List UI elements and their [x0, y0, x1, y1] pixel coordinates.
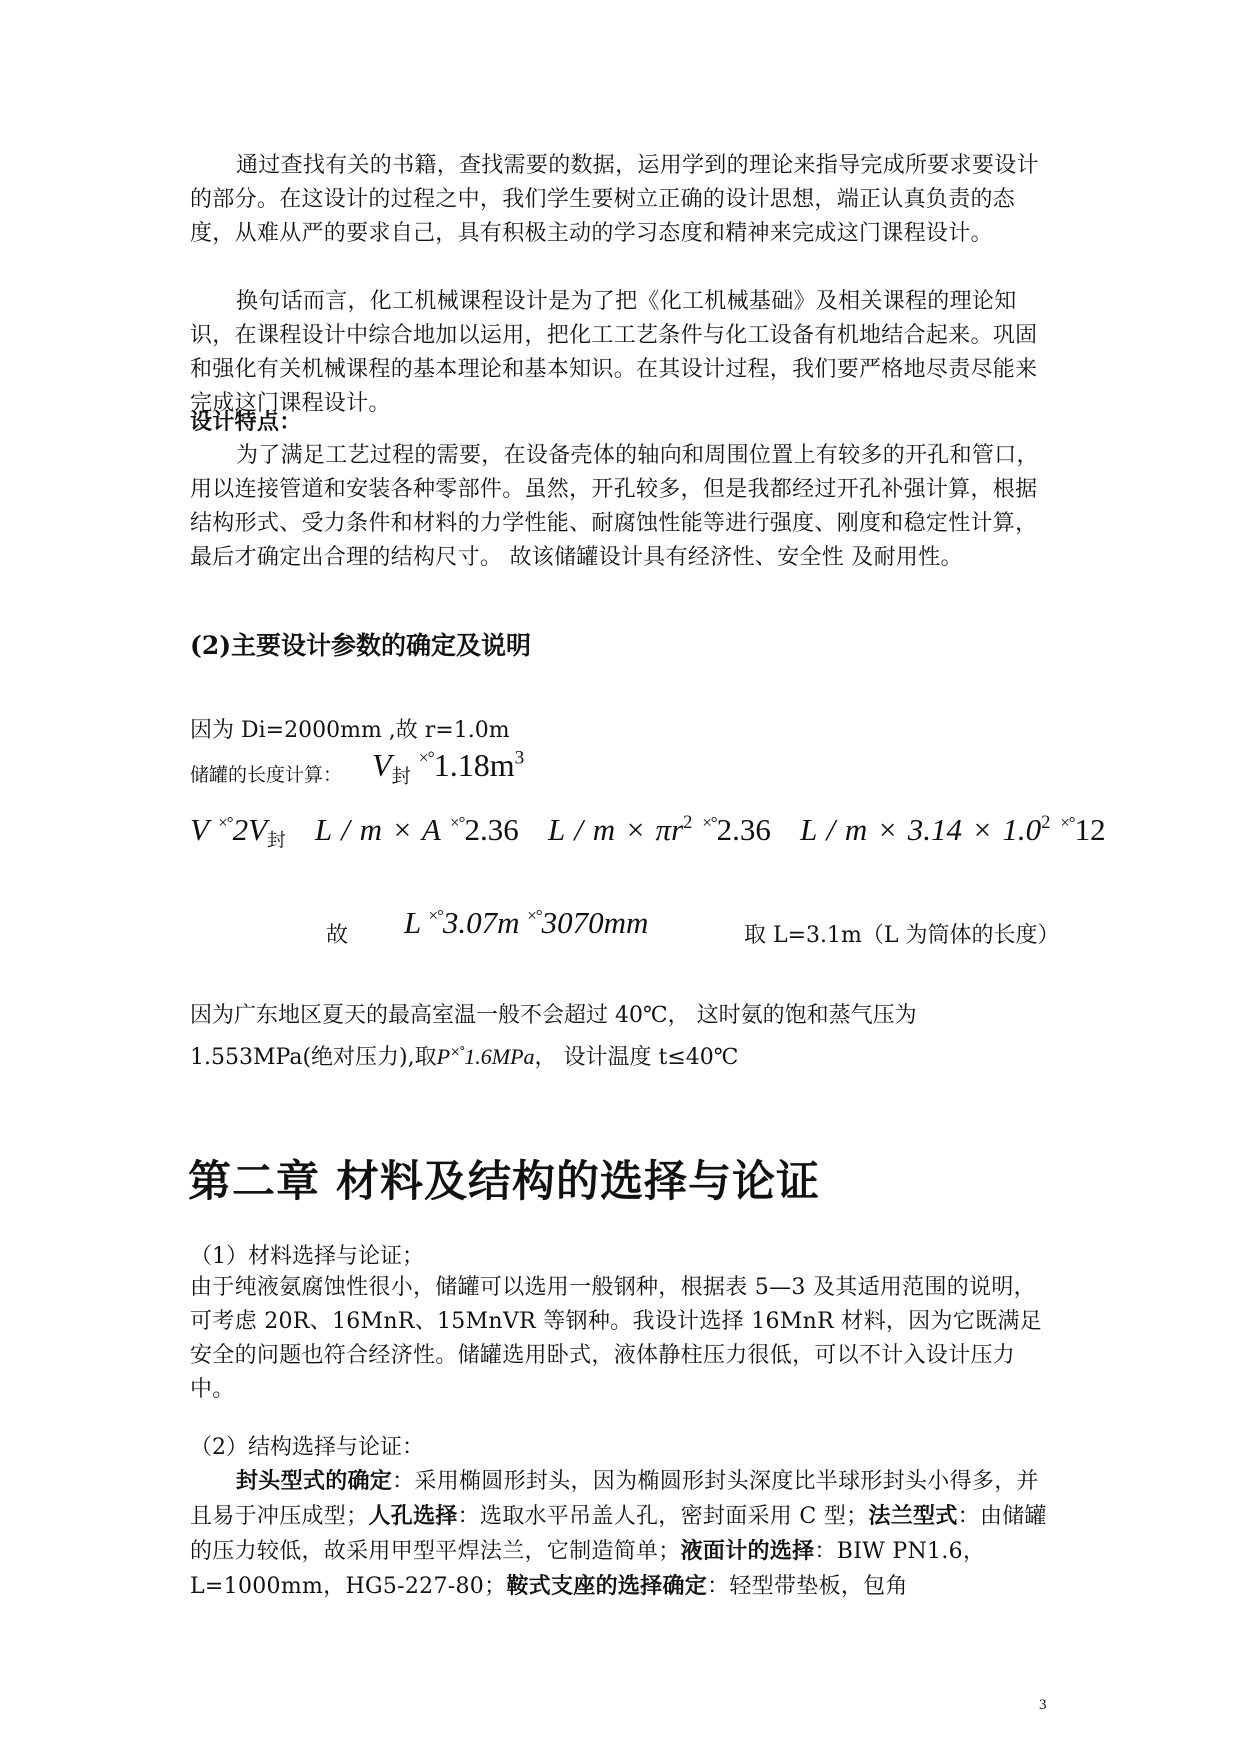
page-number: 3 [1039, 1697, 1047, 1713]
equation-length [190, 812, 1106, 853]
temperature-line-1: 因为广东地区夏天的最高室温一般不会超过 40℃， 这时氨的饱和蒸气压为 [190, 1003, 917, 1028]
eq2-rel-4: ×° [1060, 813, 1075, 833]
eq3-rel-1: ×° [428, 906, 443, 926]
eq3-rel-2: ×° [527, 906, 542, 926]
eq2-e-sup: 2 [683, 812, 693, 833]
feature-paragraph: 为了满足工艺过程的需要，在设备壳体的轴向和周围位置上有较多的开孔和管口，用以连接管道和安装各种零部件。虽然，开孔较多，但是我都经过开孔补强计算，根据结构形式、受力条件和材料的力学性能、耐腐蚀性能等进行强度、刚度和稳定性计算，最后才确定出合理的结构尺寸。 故该储罐设计具有经济性、安全性 及耐用性。 [190, 443, 1039, 570]
temp-p: P [436, 1044, 451, 1069]
structure-paragraph [190, 1464, 1054, 1604]
eq2-c: L / m × A [314, 812, 441, 848]
temp-text-a: 1.553MPa(绝对压力),取 [190, 1045, 437, 1070]
chapter-title: 第二章 材料及结构的选择与论证 [188, 1157, 820, 1207]
intro-paragraph-2: 换句话而言，化工机械课程设计是为了把《化工机械基础》及相关课程的理论知识，在课程设计中综合地加以运用，把化工工艺条件与化工设备有机地结合起来。巩固和强化有关机械课程的基本理论和基本知识。在其设计过程，我们要严格地尽责尽能来完成这门课程设计。 [190, 289, 1038, 416]
eq2-f: 2.36 [716, 812, 771, 848]
length-label: 储罐的长度计算： [190, 764, 343, 786]
kw-flange: 法兰型式 [868, 1503, 958, 1529]
txt-manhole: ：选取水平吊盖人孔，密封面采用 C 型； [457, 1504, 869, 1529]
txt-head-type: ：采用椭圆形封头，因为椭圆形封头深度比半球形封头小得多，并且易于冲压成型； [190, 1469, 1039, 1529]
eq1-rhs: 1.18m [433, 747, 515, 783]
eq2-h: 12 [1074, 812, 1106, 848]
diameter-line: 因为 Di=2000mm ,故 r=1.0m [190, 718, 510, 743]
temp-val: 1.6MPa [464, 1044, 535, 1069]
eq1-rel: ×° [418, 747, 434, 768]
eq1-rhs-sup: 3 [514, 747, 525, 769]
eq2-e: L / m × πr [547, 812, 684, 848]
intro-paragraph-1: 通过查找有关的书籍，查找需要的数据，运用学到的理论来指导完成所要求要设计的部分。在这设计的过程之中，我们学生要树立正确的设计思想，端正认真负责的态度，从难从严的要求自己，具有积极主动的学习态度和精神来完成这门课程设计。 [190, 153, 1039, 246]
eq2-d: 2.36 [464, 812, 519, 848]
feature-heading: 设计特点： [190, 409, 302, 435]
equation-volume-head [372, 747, 524, 789]
eq3-note: 取 L=3.1m（L 为筒体的长度） [744, 923, 1060, 948]
eq2-g: L / m × 3.14 × 1.0 [800, 812, 1042, 848]
kw-saddle: 鞍式支座的选择确定 [506, 1573, 708, 1599]
eq3-l: L [404, 905, 421, 940]
kw-level-gauge: 液面计的选择 [680, 1538, 815, 1564]
section-heading: (2)主要设计参数的确定及说明 [190, 631, 532, 660]
eq2-g-sup: 2 [1041, 812, 1051, 833]
material-paragraph: 由于纯液氨腐蚀性很小，储罐可以选用一般钢种，根据表 5—3 及其适用范围的说明，可考虑 20R、16MnR、15MnVR 等钢种。我设计选择 16MnR 材料，因为它既满足安全的问题也符合经济性。储罐选用卧式，液体静柱压力很低，可以不计入设计压力中。 [190, 1275, 1042, 1402]
kw-manhole: 人孔选择 [368, 1503, 458, 1529]
eq3-v2: 3070mm [541, 905, 649, 940]
eq1-lhs: V [372, 747, 392, 783]
eq2-a: V [190, 812, 209, 848]
material-subheading: （1）材料选择与论证； [190, 1244, 424, 1269]
eq2-b: 2V [232, 812, 267, 848]
eq2-rel-3: ×° [702, 813, 717, 833]
txt-level-gauge: ：BIW PN1.6，L=1000mm，HG5-227-80； [190, 1539, 986, 1599]
eq1-lhs-sub: 封 [391, 766, 411, 788]
eq3-v1: 3.07m [442, 905, 520, 940]
equation-result [404, 905, 648, 941]
structure-subheading: （2）结构选择与论证： [190, 1435, 424, 1460]
temperature-line-2 [190, 1040, 738, 1071]
temp-rel: ×° [450, 1044, 465, 1059]
eq2-rel-2: ×° [450, 813, 465, 833]
eq2-rel-1: ×° [218, 813, 233, 833]
kw-head-type: 封头型式的确定 [236, 1468, 393, 1494]
txt-flange: ：由储罐的压力较低，故采用甲型平焊法兰，它制造简单； [190, 1504, 1047, 1564]
txt-saddle: ：轻型带垫板，包角 [707, 1574, 908, 1599]
eq3-prefix: 故 [326, 923, 349, 948]
temp-text-b: ， 设计温度 t≤40℃ [534, 1045, 739, 1070]
eq2-b-sub: 封 [267, 830, 286, 852]
